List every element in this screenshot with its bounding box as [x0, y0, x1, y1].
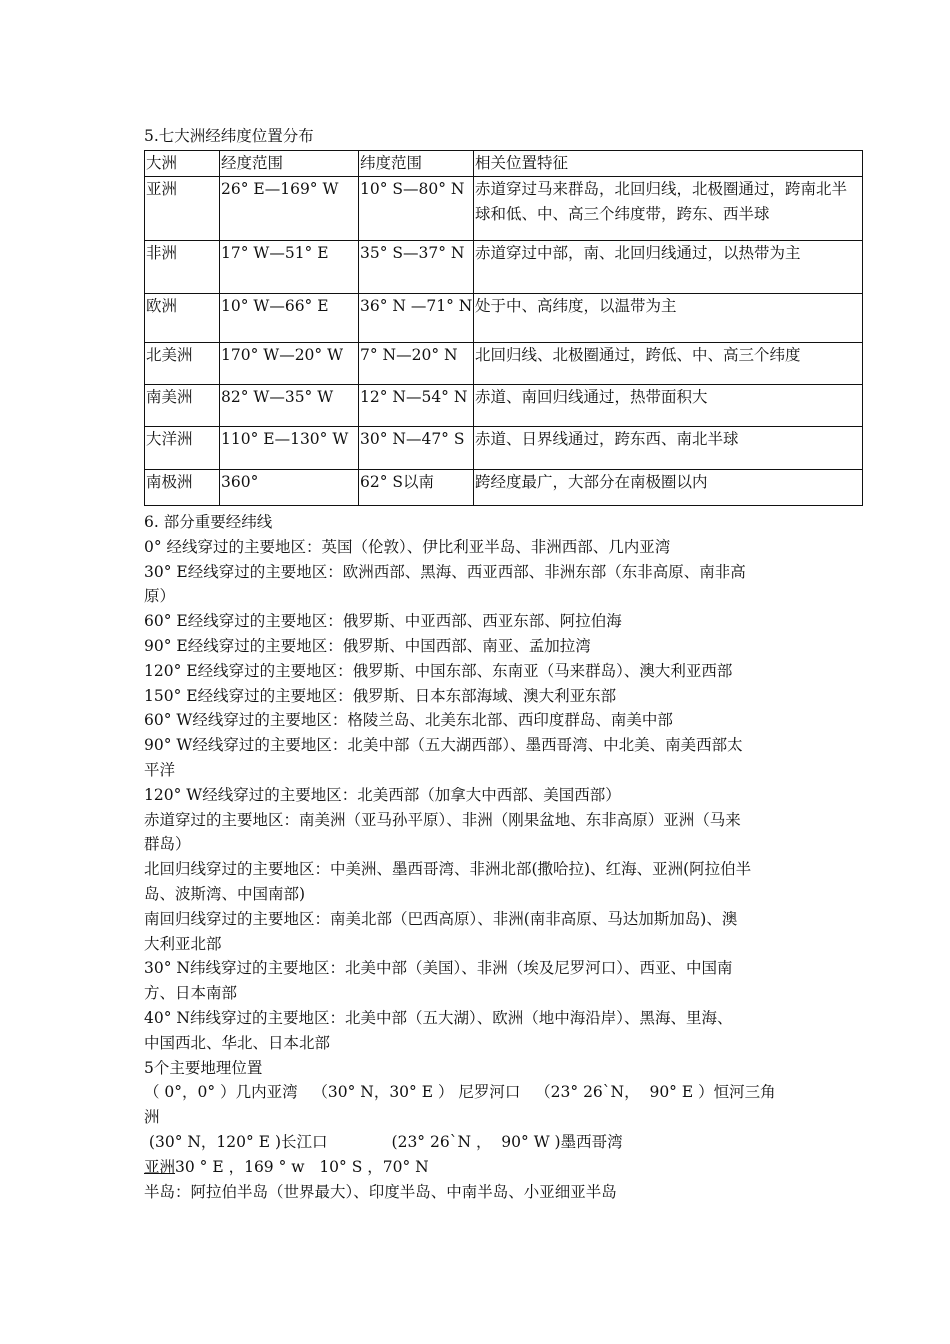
text-line: 120° W经线穿过的主要地区：北美西部（加拿大中西部、美国西部）	[144, 785, 621, 804]
text-line: 30° E经线穿过的主要地区：欧洲西部、黑海、西亚西部、非洲东部（东非高原、南非高	[144, 562, 746, 581]
text-line: 原）	[144, 587, 176, 606]
cell-latitude: 35° S—37° N	[359, 241, 474, 294]
text-line: 60° E经线穿过的主要地区：俄罗斯、中亚西部、西亚东部、阿拉伯海	[144, 612, 622, 631]
text-line: 洲	[144, 1108, 160, 1127]
text-line: 北回归线穿过的主要地区：中美洲、墨西哥湾、非洲北部(撒哈拉)、红海、亚洲(阿拉伯半	[144, 860, 752, 879]
section7-title: 5个主要地理位置	[144, 1058, 263, 1077]
table-row	[145, 385, 863, 427]
cell-latitude: 36° N —71° N	[359, 294, 474, 343]
text-line: 120° E经线穿过的主要地区：俄罗斯、中国东部、东南亚（马来群岛）、澳大利亚西部	[144, 661, 733, 680]
cell-continent: 非洲	[145, 241, 220, 294]
text-line: 0° 经线穿过的主要地区：英国（伦敦）、伊比利亚半岛、非洲西部、几内亚湾	[144, 537, 671, 556]
section5-title: 5.七大洲经纬度位置分布	[144, 127, 314, 145]
table-row	[145, 294, 863, 343]
cell-latitude: 10° S—80° N	[359, 177, 474, 241]
section6-title: 6. 部分重要经纬线	[144, 513, 273, 531]
cell-longitude: 26° E—169° W	[220, 177, 359, 241]
header-continent: 大洲	[145, 151, 220, 177]
cell-features: 北回归线、北极圈通过，跨低、中、高三个纬度	[474, 343, 863, 385]
header-latitude: 纬度范围	[359, 151, 474, 177]
header-longitude: 经度范围	[220, 151, 359, 177]
cell-latitude: 7° N—20° N	[359, 343, 474, 385]
asia-coordinates-line	[144, 1155, 864, 1180]
cell-features: 赤道穿过中部，南、北回归线通过，以热带为主	[474, 241, 863, 294]
cell-longitude: 360°	[220, 470, 359, 506]
text-line: 30° N纬线穿过的主要地区：北美中部（美国）、非洲（埃及尼罗河口）、西亚、中国南	[144, 959, 733, 978]
cell-continent: 南美洲	[145, 385, 220, 427]
text-line: 90° W经线穿过的主要地区：北美中部（五大湖西部）、墨西哥湾、中北美、南美西部太	[144, 736, 743, 755]
header-features: 相关位置特征	[474, 151, 863, 177]
cell-longitude: 17° W—51° E	[220, 241, 359, 294]
asia-coordinates: 30 ° E ，169 ° w 10° S ，70° N	[175, 1157, 429, 1176]
table-row	[145, 177, 863, 241]
document-page	[144, 124, 864, 1204]
cell-latitude: 30° N—47° S	[359, 427, 474, 470]
cell-continent: 欧洲	[145, 294, 220, 343]
table-row	[145, 427, 863, 470]
section6-body	[144, 510, 864, 1204]
text-line: 60° W经线穿过的主要地区：格陵兰岛、北美东北部、西印度群岛、南美中部	[144, 711, 673, 730]
text-line: 90° E经线穿过的主要地区：俄罗斯、中国西部、南亚、孟加拉湾	[144, 636, 591, 655]
text-line: 岛、波斯湾、中国南部)	[144, 884, 306, 903]
cell-continent: 南极洲	[145, 470, 220, 506]
continents-table	[144, 150, 863, 506]
text-line: 大利亚北部	[144, 934, 222, 953]
cell-features: 赤道、日界线通过，跨东西、南北半球	[474, 427, 863, 470]
cell-features: 赤道穿过马来群岛，北回归线，北极圈通过，跨南北半球和低、中、高三个纬度带，跨东、西半球	[474, 177, 863, 241]
text-line: (30° N，120° E )长江口 (23° 26`N ， 90° W )墨西哥湾	[144, 1132, 623, 1151]
cell-features: 处于中、高纬度，以温带为主	[474, 294, 863, 343]
table-row	[145, 470, 863, 506]
text-line: 群岛）	[144, 835, 191, 854]
text-line: （ 0°，0° ）几内亚湾 （30° N，30° E ） 尼罗河口 （23° 26`N， 90° E ）恒河三角	[144, 1083, 776, 1102]
text-line: 中国西北、华北、日本北部	[144, 1033, 331, 1052]
cell-latitude: 62° S以南	[359, 470, 474, 506]
cell-longitude: 10° W—66° E	[220, 294, 359, 343]
cell-features: 跨经度最广，大部分在南极圈以内	[474, 470, 863, 506]
text-line: 150° E经线穿过的主要地区：俄罗斯、日本东部海域、澳大利亚东部	[144, 686, 617, 705]
asia-label: 亚洲	[144, 1157, 176, 1176]
text-line: 平洋	[144, 760, 176, 779]
cell-latitude: 12° N—54° N	[359, 385, 474, 427]
cell-continent: 北美洲	[145, 343, 220, 385]
table-row	[145, 343, 863, 385]
cell-longitude: 82° W—35° W	[220, 385, 359, 427]
cell-continent: 亚洲	[145, 177, 220, 241]
cell-longitude: 110° E—130° W	[220, 427, 359, 470]
text-line: 半岛：阿拉伯半岛（世界最大）、印度半岛、中南半岛、小亚细亚半岛	[144, 1182, 617, 1201]
cell-continent: 大洋洲	[145, 427, 220, 470]
text-line: 40° N纬线穿过的主要地区：北美中部（五大湖）、欧洲（地中海沿岸）、黑海、里海、	[144, 1008, 733, 1027]
cell-features: 赤道、南回归线通过，热带面积大	[474, 385, 863, 427]
cell-longitude: 170° W—20° W	[220, 343, 359, 385]
text-line: 南回归线穿过的主要地区：南美北部（巴西高原）、非洲(南非高原、马达加斯加岛)、澳	[144, 909, 738, 928]
text-line: 方、日本南部	[144, 984, 238, 1003]
text-line: 赤道穿过的主要地区：南美洲（亚马孙平原）、非洲（刚果盆地、东非高原）亚洲（马来	[144, 810, 741, 829]
table-row	[145, 241, 863, 294]
table-header-row	[145, 151, 863, 177]
